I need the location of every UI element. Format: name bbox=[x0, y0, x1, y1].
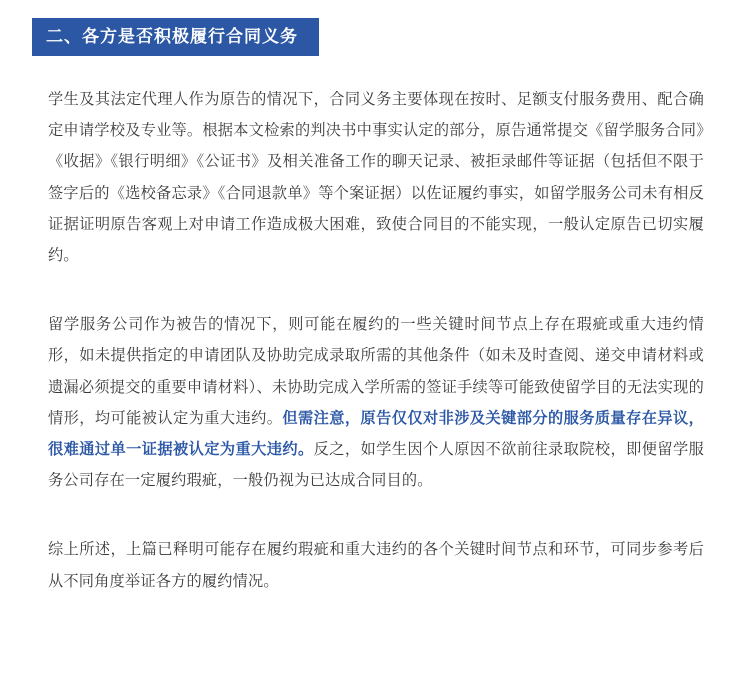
highlighted-note: 但需注意，原告仅仅对非涉及关键部分的服务质量存在异议，很难通过单一证据被认定为重大违约。 bbox=[48, 408, 705, 459]
paragraph-summary: 综上所述，上篇已释明可能存在履约瑕疵和重大违约的各个关键时间节点和环节，可同步参考后从不同角度举证各方的履约情况。 bbox=[48, 540, 704, 590]
paragraph-text: 留学服务公司作为被告的情况下，则可能在履约的一些关键时间节点上存在瑕疵或重大违约情形，如未提供指定的申请团队及协助完成录取所需的其他条件（如未及时查阅、递交申请材料或遗漏必须提交的重要申请材料）、未协助完成入学所需的签证手续等可能致使留学目的无法实现的情形，均可能被认定为重大违约。 bbox=[48, 315, 704, 427]
article-body bbox=[48, 84, 704, 597]
section-title: 二、各方是否积极履行合同义务 bbox=[32, 18, 319, 56]
paragraph-text: 反之，如学生因个人原因不欲前往录取院校，即便留学服务公司存在一定履约瑕疵，一般仍视为已达成合同目的。 bbox=[48, 440, 705, 490]
paragraph-plaintiff-obligations: 学生及其法定代理人作为原告的情况下，合同义务主要体现在按时、足额支付服务费用、配合确定申请学校及专业等。根据本文检索的判决书中事实认定的部分，原告通常提交《留学服务合同》《收据》《银行明细》《公证书》及相关准备工作的聊天记录、被拒录邮件等证据（包括但不限于签字后的《选校备忘录》《合同退款单》等个案证据）以佐证履约事实，如留学服务公司未有相反证据证明原告客观上对申请工作造成极大困难，致使合同目的不能实现，一般认定原告已切实履约。 bbox=[48, 90, 704, 265]
paragraph-defendant-obligations bbox=[48, 309, 704, 496]
